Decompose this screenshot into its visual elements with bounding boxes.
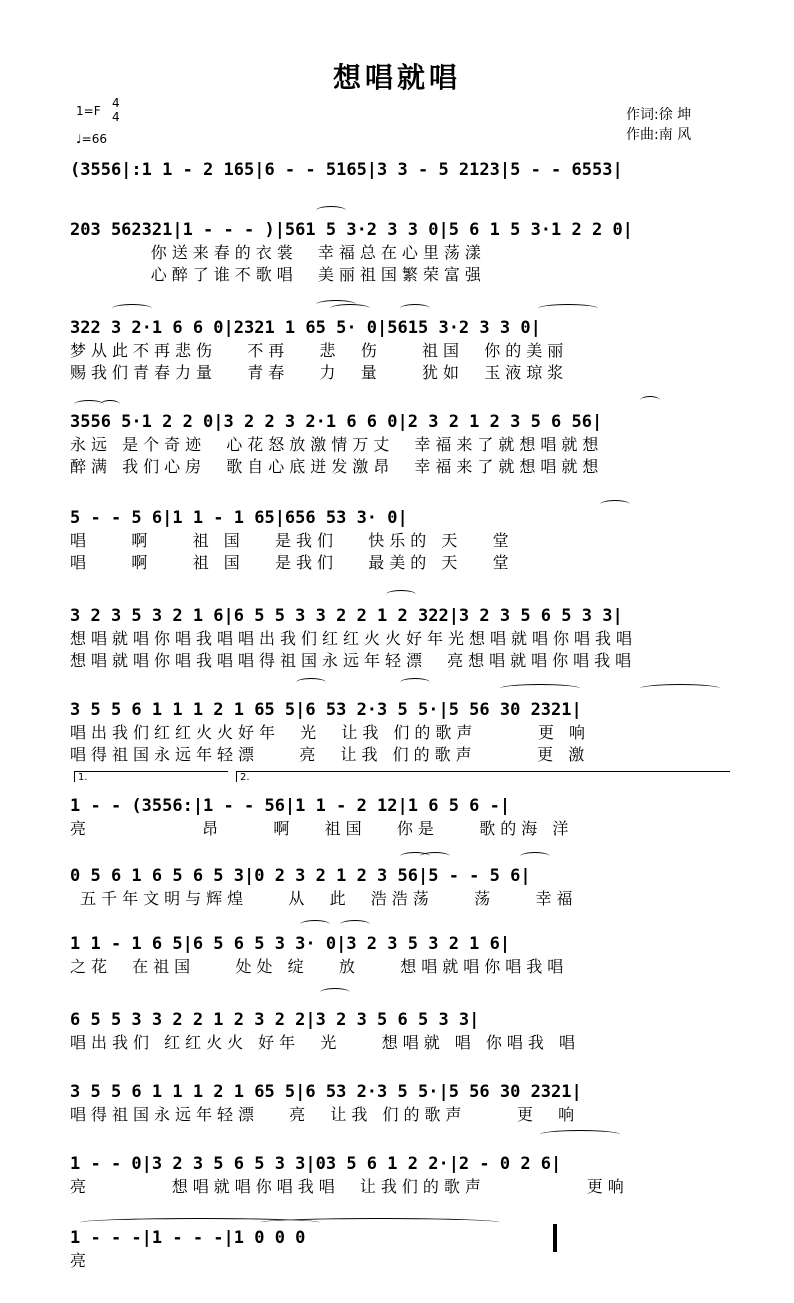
lyric-line: 醉满 我们心房 歌自心底迸发激昂 幸福来了就想唱就想 <box>70 457 604 476</box>
lyric-line: 想唱就唱你唱我唱唱出我们红红火火好年光想唱就唱你唱我唱 <box>70 629 638 648</box>
notation-line: 1 - - (3556:|1 - - 56|1 1 - 2 12|1 6 5 6 -| <box>70 796 511 816</box>
score-row <box>70 1080 730 1126</box>
slur-mark <box>100 400 120 409</box>
slur-mark <box>420 852 450 861</box>
lyric-line: 你送来春的衣裳 幸福总在心里荡漾 <box>70 243 486 262</box>
lyric-line: 亮 想唱就唱你唱我唱 让我们的歌声 更响 <box>70 1177 629 1196</box>
score-row <box>70 864 730 910</box>
slur-mark <box>296 678 326 687</box>
notation-line: 0 5 6 1 6 5 6 5 3|0 2 3 2 1 2 3 56|5 - - 5 6| <box>70 866 531 886</box>
lyric-line: 五千年文明与辉煌 从 此 浩浩荡 荡 幸福 <box>70 889 578 908</box>
lyric-line: 赐我们青春力量 青春 力 量 犹如 玉液琼浆 <box>70 363 569 382</box>
lyric-line: 唱得祖国永远年轻漂 亮 让我 们的歌声 更 响 <box>70 1105 580 1124</box>
slur-mark <box>400 304 430 313</box>
lyric-line: 亮 昂 啊 祖国 你是 歌的海 洋 <box>70 819 574 838</box>
notation-line: 6 5 5 3 3 2 2 1 2 3 2 2|3 2 3 5 6 5 3 3| <box>70 1010 480 1030</box>
slur-mark <box>520 852 550 861</box>
score-row <box>70 932 730 978</box>
score-row <box>70 1152 730 1198</box>
slur-mark <box>640 684 720 693</box>
time-signature-bottom: 4 <box>112 110 120 124</box>
slur-mark <box>300 920 330 929</box>
lyric-line: 唱得祖国永远年轻漂 亮 让我 们的歌声 更 激 <box>70 745 590 764</box>
notation-line: 1 - - -|1 - - -|1 0 0 0 <box>70 1228 306 1248</box>
tempo-marking: ♩=66 <box>76 132 107 146</box>
score-row <box>70 1226 730 1272</box>
final-barline <box>553 1224 557 1252</box>
notation-line: 3 2 3 5 3 2 1 6|6 5 5 3 3 2 2 1 2 322|3 2 3 5 6 5 3 3| <box>70 606 623 626</box>
notation-line: 5 - - 5 6|1 1 - 1 65|656 53 3· 0| <box>70 508 408 528</box>
slur-mark <box>316 206 346 215</box>
slur-mark <box>386 590 416 599</box>
notation-line: (3556|:1 1 - 2 165|6 - - 5165|3 3 - 5 2123|5 - - 6553| <box>70 160 623 180</box>
volta-2: 2. <box>236 771 730 782</box>
score-row <box>70 316 730 384</box>
lyric-line: 唱 啊 祖 国 是我们 最美的 天 堂 <box>70 553 514 572</box>
score-row <box>70 604 730 672</box>
score-row <box>70 1008 730 1054</box>
lyric-line: 亮 <box>70 1251 92 1270</box>
lyric-line: 永远 是个奇迹 心花怒放激情万丈 幸福来了就想唱就想 <box>70 435 604 454</box>
notation-line: 3 5 5 6 1 1 1 2 1 65 5|6 53 2·3 5 5·|5 56 30 2321| <box>70 1082 582 1102</box>
score-row <box>70 158 730 182</box>
notation-line: 3556 5·1 2 2 0|3 2 2 3 2·1 6 6 0|2 3 2 1 2 3 5 6 56| <box>70 412 603 432</box>
score-row <box>70 218 730 286</box>
score-row <box>70 794 730 840</box>
lyric-line: 唱出我们红红火火好年 光 让我 们的歌声 更 响 <box>70 723 591 742</box>
time-signature-top: 4 <box>112 96 120 110</box>
notation-line: 203 562321|1 - - - )|561 5 3·2 3 3 0|5 6 1 5 3·1 2 2 0| <box>70 220 633 240</box>
volta-1: 1. <box>74 771 228 782</box>
slur-mark <box>600 500 630 509</box>
slur-mark <box>500 684 580 693</box>
notation-line: 1 1 - 1 6 5|6 5 6 5 3 3· 0|3 2 3 5 3 2 1 6| <box>70 934 511 954</box>
composer-credit: 作曲:南 风 <box>626 127 692 143</box>
lyricist-credit: 作词:徐 坤 <box>626 107 692 123</box>
slur-mark <box>538 304 598 313</box>
song-title: 想唱就唱 <box>332 61 461 94</box>
slur-mark <box>260 1218 500 1227</box>
slur-mark <box>112 304 152 313</box>
score-row <box>70 698 730 766</box>
notation-line: 3 5 5 6 1 1 1 2 1 65 5|6 53 2·3 5 5·|5 56 30 2321| <box>70 700 582 720</box>
notation-line: 1 - - 0|3 2 3 5 6 5 3 3|03 5 6 1 2 2·|2 - 0 2 6| <box>70 1154 562 1174</box>
key-signature: 1=F <box>76 104 101 118</box>
slur-mark <box>330 304 370 313</box>
slur-mark <box>320 988 350 997</box>
lyric-line: 想唱就唱你唱我唱唱得祖国永远年轻漂 亮想唱就唱你唱我唱 <box>70 651 637 670</box>
slur-mark <box>340 920 370 929</box>
slur-mark <box>400 678 430 687</box>
lyric-line: 心醉了谁不歌唱 美丽祖国繁荣富强 <box>70 265 486 284</box>
lyric-line: 之花 在祖国 处处 绽 放 想唱就唱你唱我唱 <box>70 957 569 976</box>
score-row <box>70 410 730 478</box>
time-signature <box>112 96 120 124</box>
slur-mark <box>640 396 660 405</box>
notation-line: 322 3 2·1 6 6 0|2321 1 65 5· 0|5615 3·2 3 3 0| <box>70 318 541 338</box>
score-row <box>70 506 730 574</box>
lyric-line: 梦从此不再悲伤 不再 悲 伤 祖国 你的美丽 <box>70 341 569 360</box>
lyric-line: 唱出我们 红红火火 好年 光 想唱就 唱 你唱我 唱 <box>70 1033 580 1052</box>
slur-mark <box>540 1130 620 1139</box>
lyric-line: 唱 啊 祖 国 是我们 快乐的 天 堂 <box>70 531 514 550</box>
